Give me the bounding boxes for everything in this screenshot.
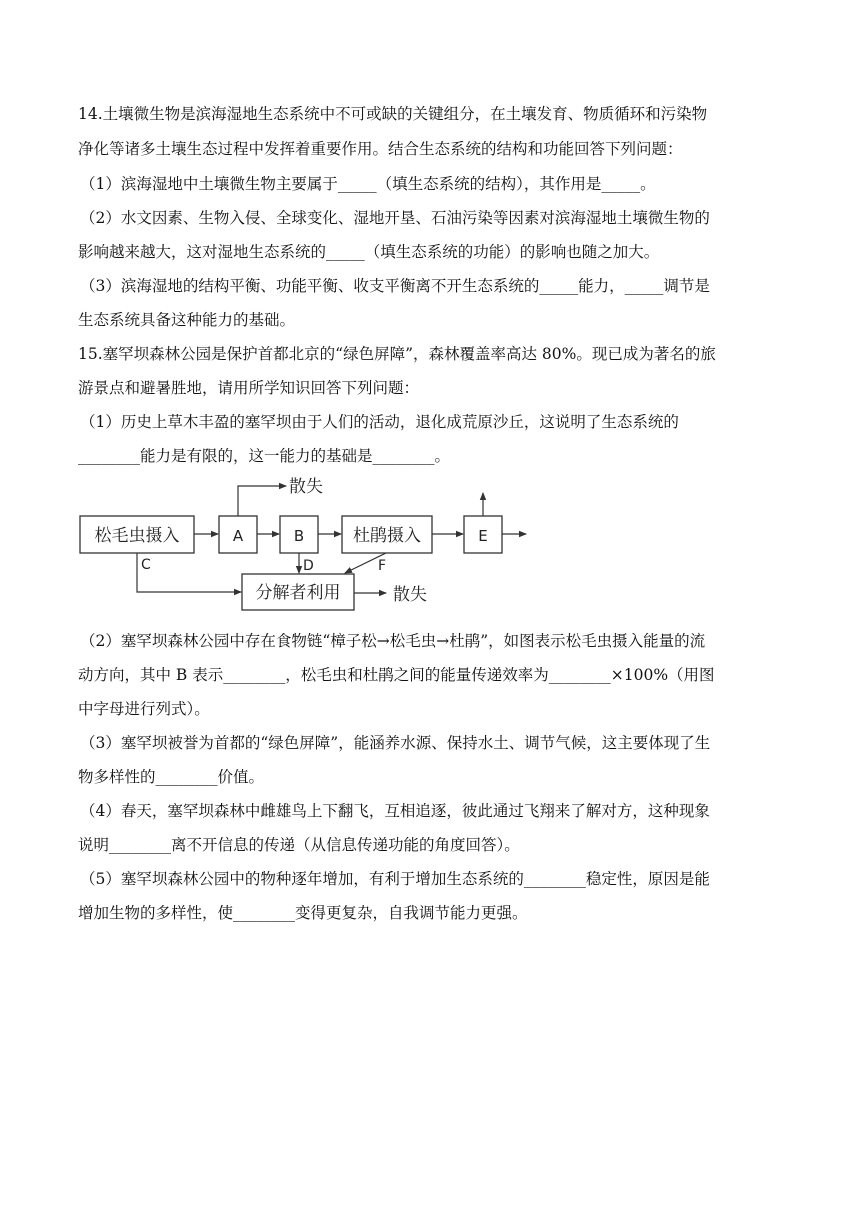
q15-part-3: （3）塞罕坝被誉为首都的“绿色屏障”，能涵养水源、保持水土、调节气候，这主要体现了生 xyxy=(80,734,711,752)
label-e: E xyxy=(478,527,488,545)
q14-line-1: 14.土壤微生物是滨海湿地生态系统中不可或缺的关键组分，在土壤发育、物质循环和污染物 xyxy=(78,105,708,123)
dissipate-bottom-label: 散失 xyxy=(393,585,427,605)
q15-part-2: （2）塞罕坝森林公园中存在食物链“樟子松→松毛虫→杜鹃”，如图表示松毛虫摄入能量的流 xyxy=(80,632,706,650)
q15-part-4: （4）春天，塞罕坝森林中雌雄鸟上下翻飞，互相追逐，彼此通过飞翔来了解对方，这种现象 xyxy=(80,802,710,820)
q14-part-2-cont: 影响越来越大，这对湿地生态系统的_____（填生态系统的功能）的影响也随之加大。 xyxy=(78,243,660,261)
edge-label-c: C xyxy=(141,557,151,573)
q14-part-2: （2）水文因素、生物入侵、全球变化、湿地开垦、石油污染等因素对滨海湿地土壤微生物的 xyxy=(80,209,710,227)
q15-part-4-cont: 说明________离不开信息的传递（从信息传递功能的角度回答）。 xyxy=(78,836,520,854)
q15-part-1: （1）历史上草木丰盈的塞罕坝由于人们的活动，退化成荒原沙丘，这说明了生态系统的 xyxy=(80,413,679,431)
arrow-c-to-decomposer xyxy=(137,553,241,592)
intake-label: 松毛虫摄入 xyxy=(94,526,180,546)
edge-label-f: F xyxy=(378,558,387,574)
decomposer-label: 分解者利用 xyxy=(255,583,341,603)
q15-part-5-cont: 增加生物的多样性，使________变得更复杂，自我调节能力更强。 xyxy=(78,904,528,922)
q15-part-2-cont-1: 动方向，其中 B 表示________，松毛虫和杜鹃之间的能量传递效率为________×100%（用图 xyxy=(78,666,715,684)
q14-part-3: （3）滨海湿地的结构平衡、功能平衡、收支平衡离不开生态系统的_____能力，_____调节是 xyxy=(80,277,710,295)
label-a: A xyxy=(232,527,244,545)
q14-part-1: （1）滨海湿地中土壤微生物主要属于_____（填生态系统的结构），其作用是_____。 xyxy=(80,175,656,193)
q15-part-1-cont: ________能力是有限的，这一能力的基础是________。 xyxy=(78,447,451,465)
q15-line-1: 15.塞罕坝森林公园是保护首都北京的“绿色屏障”，森林覆盖率高达 80%。现已成为著名的旅 xyxy=(78,345,716,363)
q15-part-3-cont: 物多样性的________价值。 xyxy=(78,768,265,786)
q14-part-3-cont: 生态系统具备这种能力的基础。 xyxy=(78,311,296,329)
q15-part-5: （5）塞罕坝森林公园中的物种逐年增加，有利于增加生态系统的________稳定性，原因是能 xyxy=(80,870,710,888)
dissipate-top-label: 散失 xyxy=(289,477,323,497)
q15-part-2-cont-2: 中字母进行列式）。 xyxy=(78,700,210,718)
edge-label-d: D xyxy=(303,558,314,574)
label-b: B xyxy=(293,527,305,545)
arrow-a-dissipate xyxy=(238,486,286,516)
cuckoo-intake-label: 杜鹃摄入 xyxy=(353,526,421,546)
q14-line-2: 净化等诸多土壤生态过程中发挥着重要作用。结合生态系统的结构和功能回答下列问题： xyxy=(78,140,683,158)
q15-line-2: 游景点和避暑胜地，请用所学知识回答下列问题： xyxy=(78,379,420,397)
